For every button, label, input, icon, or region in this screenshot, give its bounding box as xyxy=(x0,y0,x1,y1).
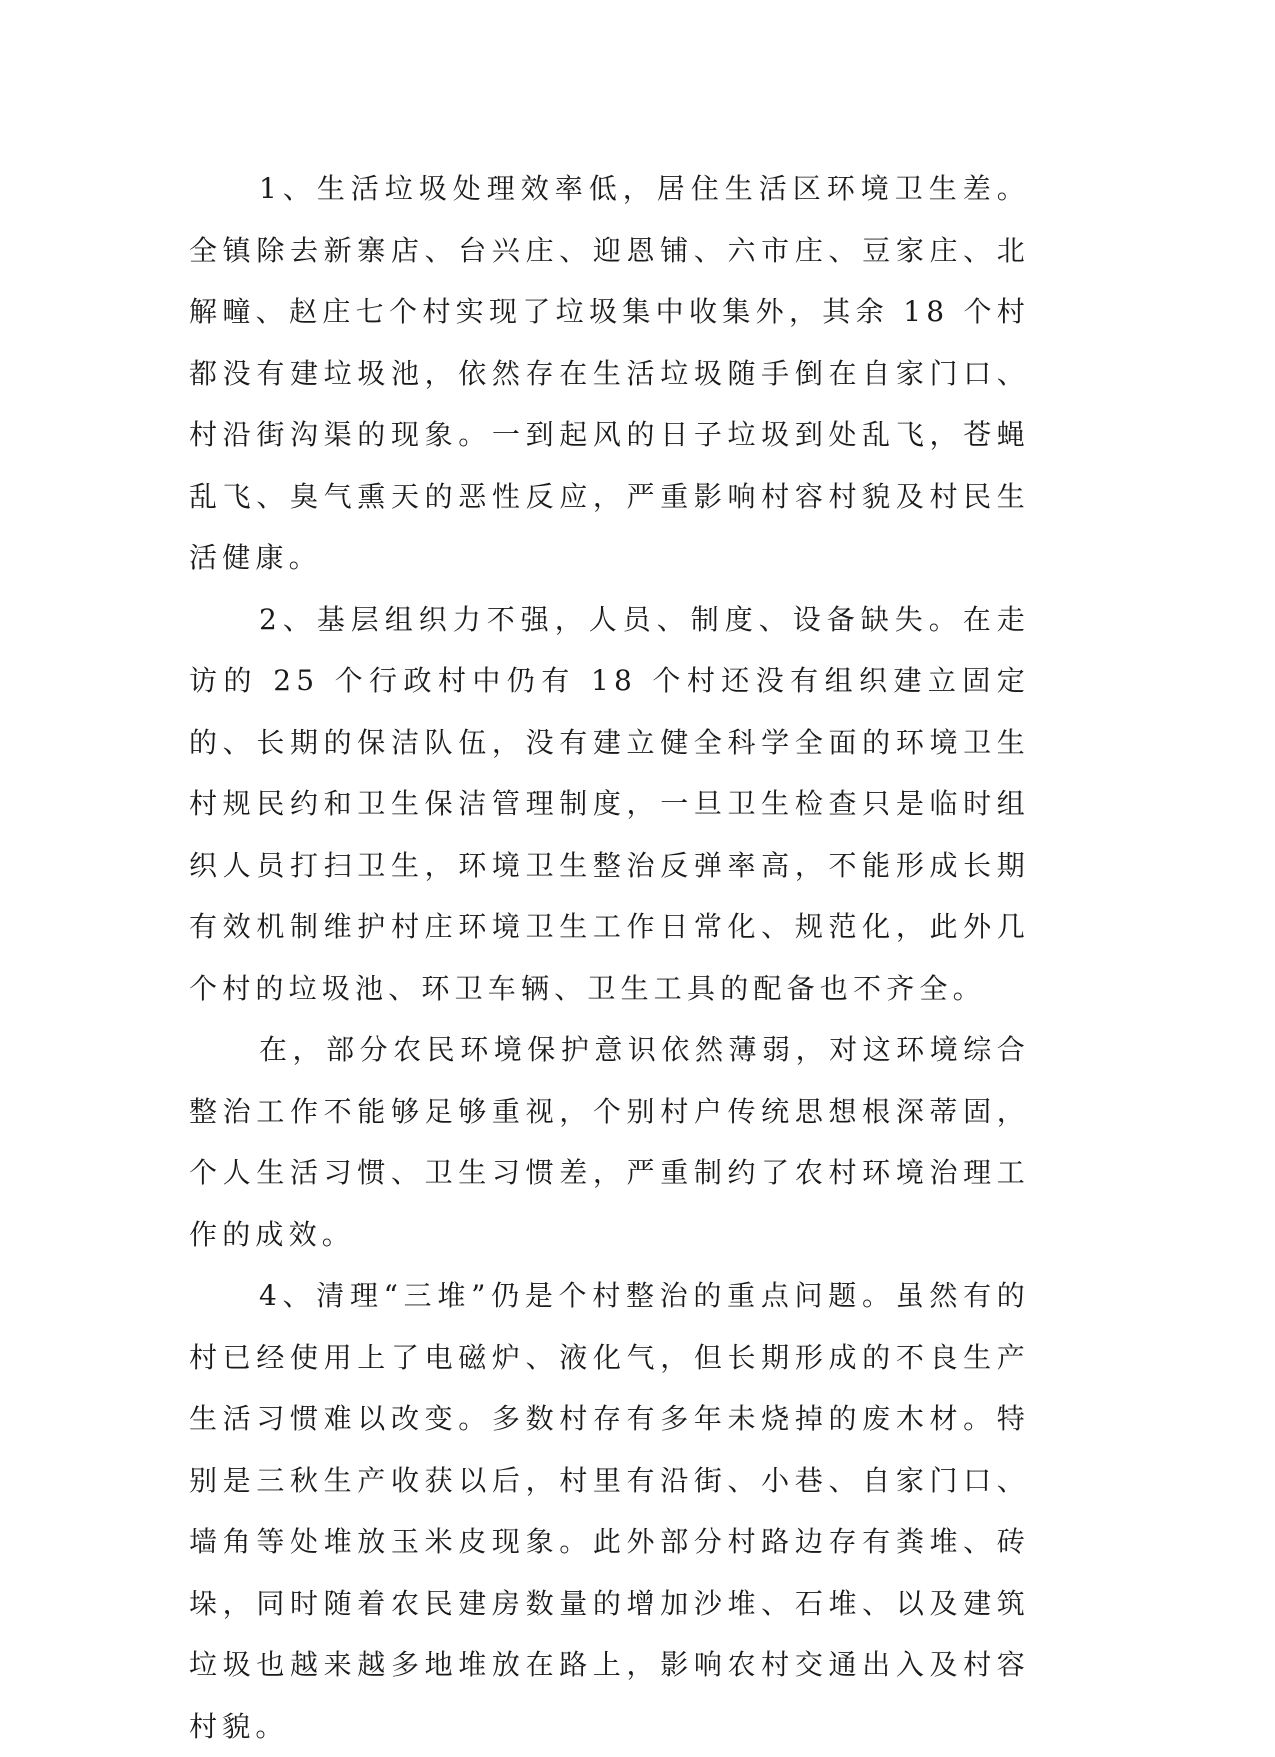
paragraph-three-piles-cleanup: 4、清理“三堆”仍是个村整治的重点问题。虽然有的村已经使用上了电磁炉、液化气，但长期形成的不良生产生活习惯难以改变。多数村存有多年未烧掉的废木材。特别是三秋生产收获以后，村里有沿街、小巷、自家门口、墙角等处堆放玉米皮现象。此外部分村路边存有粪堆、砖垛，同时随着农民建房数量的增加沙堆、石堆、以及建筑垃圾也越来越多地堆放在路上，影响农村交通出入及村容村貌。 xyxy=(189,1279,1030,1743)
paragraph-environmental-awareness: 在，部分农民环境保护意识依然薄弱，对这环境综合整治工作不能够足够重视，个别村户传统思想根深蒂固，个人生活习惯、卫生习惯差，严重制约了农村环境治理工作的成效。 xyxy=(189,1033,1030,1251)
paragraph-garbage-disposal: 1、生活垃圾处理效率低，居住生活区环境卫生差。全镇除去新寨店、台兴庄、迎恩铺、六市庄、豆家庄、北解疃、赵庄七个村实现了垃圾集中收集外，其余 18 个村都没有建垃圾池，依然存在生活垃圾随手倒在自家门口、村沿街沟渠的现象。一到起风的日子垃圾到处乱飞，苍蝇乱飞、臭气熏天的恶性反应，严重影响村容村貌及村民生活健康。 xyxy=(189,172,1030,574)
paragraph-grassroots-organization: 2、基层组织力不强，人员、制度、设备缺失。在走访的 25 个行政村中仍有 18 个村还没有组织建立固定的、长期的保洁队伍，没有建立健全科学全面的环境卫生村规民约和卫生保洁管理制度，一旦卫生检查只是临时组织人员打扫卫生，环境卫生整治反弹率高，不能形成长期有效机制维护村庄环境卫生工作日常化、规范化，此外几个村的垃圾池、环卫车辆、卫生工具的配备也不齐全。 xyxy=(189,602,1030,1005)
